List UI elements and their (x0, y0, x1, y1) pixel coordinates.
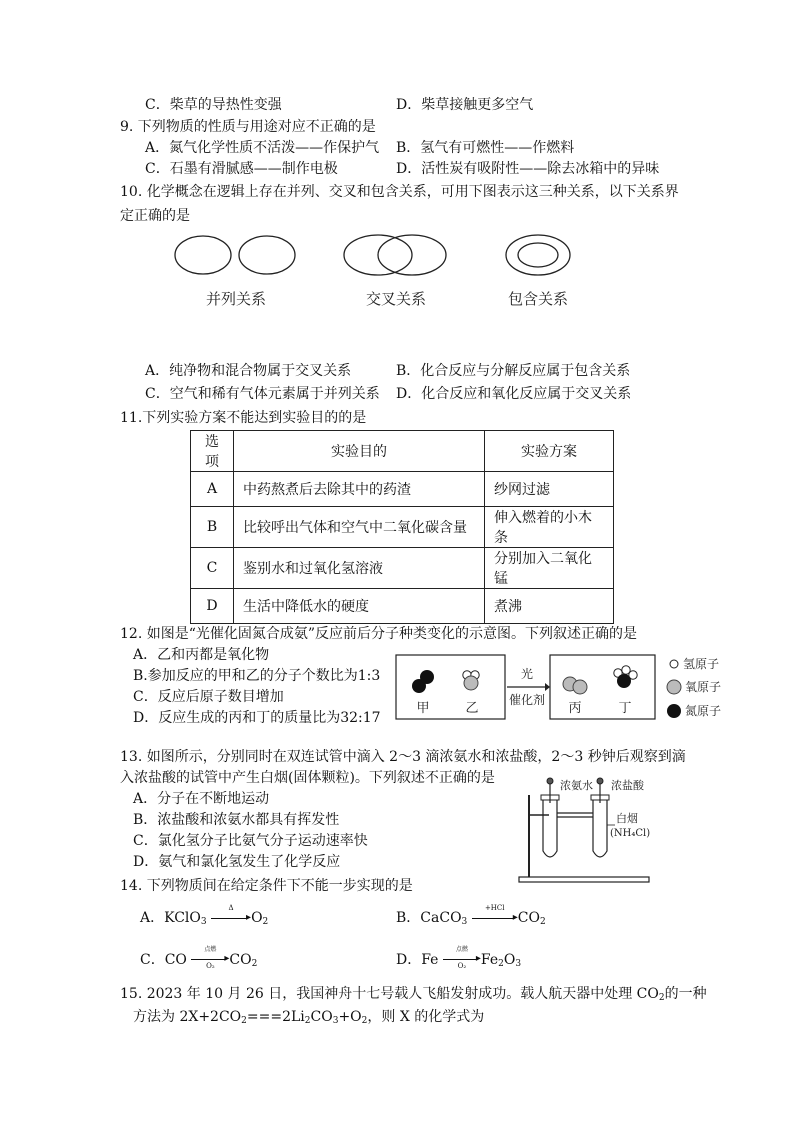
q14-a-condition: Δ (228, 904, 234, 912)
q14-stem: 14. 下列物质间在给定条件下不能一步实现的是 (120, 878, 413, 894)
header-option: 选项 (191, 431, 234, 472)
label-jia: 甲 (416, 701, 430, 716)
q10-option-a: A．纯净物和混合物属于交叉关系 (145, 363, 352, 379)
table-row (191, 507, 614, 548)
q9-option-d: D．活性炭有吸附性——除去冰箱中的异味 (396, 161, 660, 177)
q13-option-a: A．分子在不断地运动 (133, 791, 270, 807)
atom-legend (667, 657, 721, 718)
q8-option-d: D．柴草接触更多空气 (396, 97, 534, 113)
q15-stem-part-b: 的一种 (664, 986, 707, 1002)
q11-stem: 11.下列实验方案不能达到实验目的的是 (120, 410, 367, 426)
label-yi: 乙 (465, 701, 479, 716)
q14-d-condition-top: 点燃 (455, 946, 468, 953)
molecule-ding-ammonia (614, 666, 637, 688)
table-row (191, 589, 614, 624)
parallel-relation-figure (175, 236, 295, 274)
table-row (191, 472, 614, 507)
q10-option-b: B．化合反应与分解反应属于包含关系 (396, 363, 631, 379)
q12-stem: 12. 如图是“光催化固氮合成氨”反应前后分子种类变化的示意图。下列叙述正确的是 (120, 626, 638, 642)
q14-option-b-label: B． (396, 910, 421, 926)
label-inclusion: 包含关系 (507, 290, 569, 308)
q14-option-a-label: A． (140, 910, 165, 926)
cell-plan: 分别加入二氧化锰 (485, 548, 614, 589)
label-hydrochloric: 浓盐酸 (611, 779, 644, 792)
q15-eq-e: ，则 X 的化学式为 (367, 1009, 485, 1025)
oxygen-atom-icon (667, 680, 681, 694)
label-nh4cl: (NH₄Cl) (610, 828, 651, 839)
q14-option-b: B．CaCO$_3$ +HCl ▸ $CO_2$ (396, 904, 546, 927)
q14-option-c: C．CO 点燃 ▸ O₂ $CO_2$ (140, 946, 258, 970)
q10-stem-line1: 10. 化学概念在逻辑上存在并列、交叉和包含关系，可用下图表示这三种关系，以下关系界 (120, 184, 679, 200)
q14-c-condition-top: 点燃 (204, 946, 217, 953)
q14-option-d: D．Fe 点燃 ▸ O₂ $Fe_2O_3$ (396, 946, 522, 970)
table-row (191, 548, 614, 589)
q12-option-b: B.参加反应的甲和乙的分子个数比为1:3 (133, 668, 381, 684)
q15-stem-part-a: 15. 2023 年 10 月 26 日，我国神舟十七号载人飞船发射成功。载人航天器中处理 CO (120, 986, 659, 1002)
q14-option-c-label: C． (140, 952, 165, 968)
molecule-jia-nitrogen (412, 670, 434, 693)
q13-option-c: C．氯化氢分子比氨气分子运动速率快 (133, 833, 368, 849)
cell-purpose: 比较呼出气体和空气中二氧化碳含量 (234, 507, 485, 548)
label-ding: 丁 (618, 701, 632, 716)
q15-eq-a: 方法为 2X+2CO (133, 1009, 242, 1025)
q14-option-a: A．KClO$_3$ Δ ▸ $O_2$ (140, 904, 269, 927)
q9-stem: 9. 下列物质的性质与用途对应不正确的是 (120, 119, 376, 135)
header-purpose: 实验目的 (234, 431, 485, 472)
q13-stem-line1: 13. 如图所示，分别同时在双连试管中滴入 2～3 滴浓氨水和浓盐酸，2～3 秒钟后观察到滴 (120, 749, 686, 765)
table-header-row (191, 431, 614, 472)
q9-option-b: B．氢气有可燃性——作燃料 (396, 140, 575, 156)
q14-d-condition-bottom: O₂ (457, 962, 467, 970)
cell-purpose: 中药熬煮后去除其中的药渣 (234, 472, 485, 507)
cell-option: C (191, 548, 234, 589)
stand-base (519, 877, 649, 882)
tube-ammonia (543, 799, 557, 857)
q13-option-b: B．浓盐酸和浓氨水都具有挥发性 (133, 812, 340, 828)
q14-c-condition-bottom: O₂ (206, 962, 215, 970)
q14-option-d-label: D． (396, 952, 422, 968)
q9-option-c: C．石墨有滑腻感——制作电极 (145, 161, 338, 177)
cell-option: A (191, 472, 234, 507)
q9-option-a: A．氮气化学性质不活泼——作保护气 (145, 140, 380, 156)
q13-stem-line2: 入浓盐酸的试管中产生白烟(固体颗粒)。下列叙述不正确的是 (120, 770, 495, 786)
reaction-diagram (395, 650, 755, 725)
q12-option-c: C．反应后原子数目增加 (133, 689, 284, 705)
label-parallel: 并列关系 (205, 290, 267, 308)
molecule-yi-water (463, 671, 479, 690)
q14-b-condition: +HCl (484, 904, 505, 912)
q15-eq-b: ===2Li (246, 1009, 305, 1025)
label-white-smoke: 白烟 (616, 812, 638, 825)
tube-hydrochloric (593, 799, 607, 857)
double-tube-apparatus (515, 775, 685, 885)
q10-option-d: D．化合反应和氧化反应属于交叉关系 (396, 386, 632, 402)
label-ammonia: 浓氨水 (560, 779, 593, 792)
nitrogen-atom-icon (667, 704, 681, 718)
q15-eq-c: CO (310, 1009, 333, 1025)
q13-option-d: D．氨气和氯化氢发生了化学反应 (133, 854, 341, 870)
q10-option-c: C．空气和稀有气体元素属于并列关系 (145, 386, 380, 402)
cell-plan: 伸入燃着的小木条 (485, 507, 614, 548)
q15-stem-line1: 15. 2023 年 10 月 26 日，我国神舟十七号载人飞船发射成功。载人航天器中处理 $CO_2$的一种 (120, 986, 707, 1003)
legend-nitrogen: 氮原子 (685, 704, 722, 718)
experiment-table (190, 430, 614, 624)
label-bing: 丙 (568, 701, 582, 716)
cell-option: D (191, 589, 234, 624)
header-plan: 实验方案 (485, 431, 614, 472)
cell-purpose: 生活中降低水的硬度 (234, 589, 485, 624)
cell-plan: 煮沸 (485, 589, 614, 624)
cell-purpose: 鉴别水和过氧化氢溶液 (234, 548, 485, 589)
inclusion-relation-figure (506, 235, 570, 275)
q8-option-c: C．柴草的导热性变强 (145, 97, 282, 113)
q12-option-a: A．乙和丙都是氧化物 (133, 647, 270, 663)
q15-stem-line2: 方法为 $2X+2CO_2===2Li_2CO_3+O_2$，则 X 的化学式为 (133, 1009, 485, 1026)
cell-plan: 纱网过滤 (485, 472, 614, 507)
q10-stem-line2: 定正确的是 (120, 208, 190, 224)
cell-option: B (191, 507, 234, 548)
relation-diagram (160, 225, 600, 320)
hydrogen-atom-icon (670, 660, 678, 668)
label-intersection: 交叉关系 (365, 290, 427, 308)
q15-eq-d: +O (338, 1009, 362, 1025)
legend-oxygen: 氧原子 (685, 680, 722, 694)
intersection-relation-figure (344, 235, 446, 275)
arrow-condition-top: 光 (520, 667, 534, 681)
molecule-bing-oxygen (563, 677, 587, 694)
arrow-condition-bottom: 催化剂 (508, 693, 546, 707)
q12-option-d: D．反应生成的丙和丁的质量比为32:17 (133, 710, 381, 726)
legend-hydrogen: 氢原子 (683, 657, 720, 671)
